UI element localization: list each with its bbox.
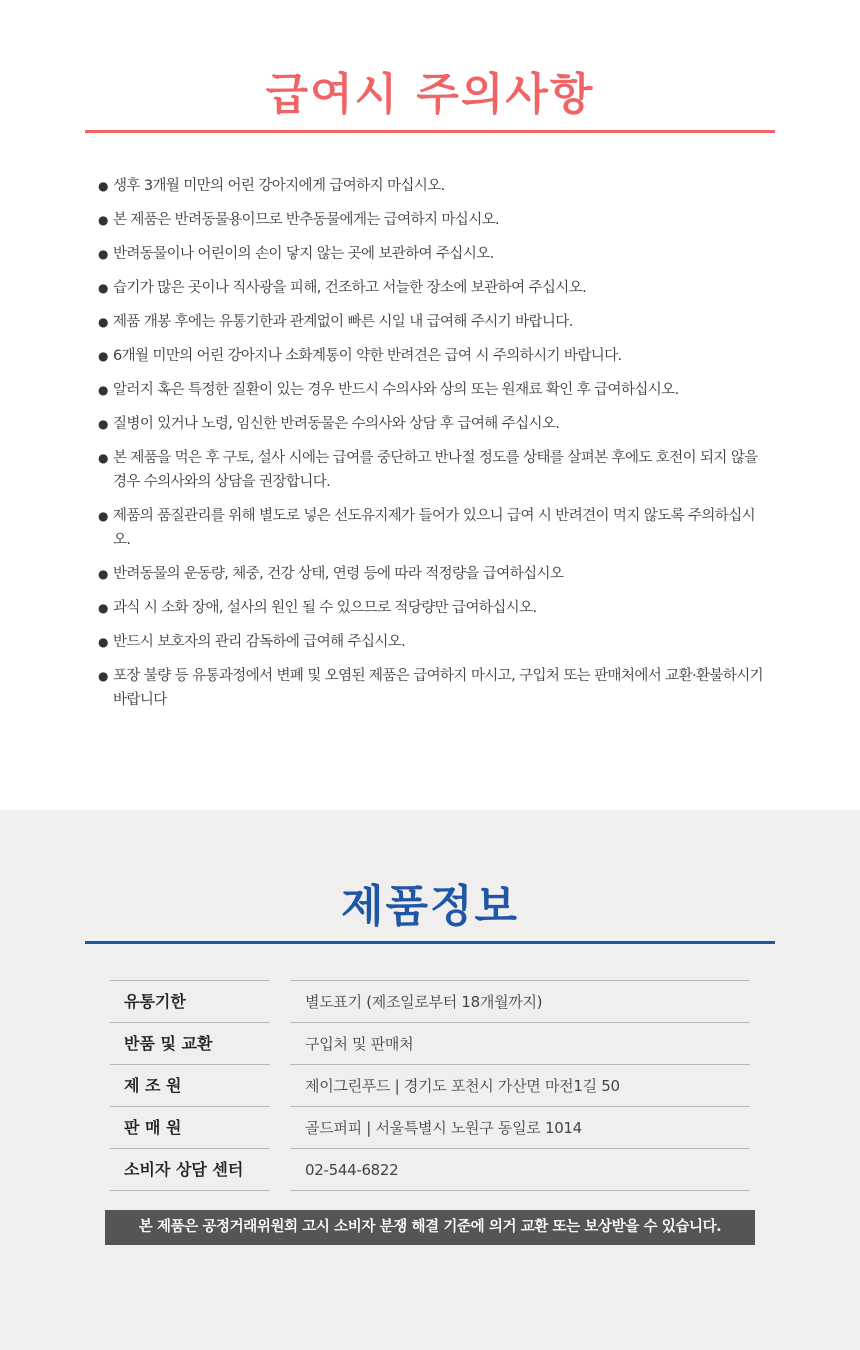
table-bottom-divider [110, 1190, 270, 1191]
bullet-icon: ● [98, 635, 108, 649]
caution-item-9 [98, 446, 768, 494]
caution-item-5 [98, 310, 768, 334]
info-value: 별도표기 (제조일로부터 18개월까지) [290, 980, 750, 1021]
bullet-icon: ● [98, 509, 108, 523]
product-info-divider [85, 941, 775, 944]
caution-item-13 [98, 630, 768, 654]
info-label: 소비자 상담 센터 [110, 1148, 270, 1189]
info-label: 유통기한 [110, 980, 270, 1021]
caution-list [98, 174, 768, 722]
caution-title: 급여시 주의사항 [265, 69, 595, 120]
bullet-icon: ● [98, 669, 108, 683]
caution-divider [85, 130, 775, 133]
caution-item-text: 생후 3개월 미만의 어린 강아지에게 급여하지 마십시오. [113, 178, 445, 194]
info-value: 02-544-6822 [290, 1148, 750, 1189]
bullet-icon: ● [98, 417, 108, 431]
caution-item-10 [98, 504, 768, 552]
caution-item-text: 반려동물이나 어린이의 손이 닿지 않는 곳에 보관하여 주십시오. [113, 246, 494, 262]
product-info-section [0, 810, 860, 1350]
info-row-seller [110, 1106, 750, 1147]
info-label: 제 조 원 [110, 1064, 270, 1105]
caution-item-text: 습기가 많은 곳이나 직사광을 피해, 건조하고 서늘한 장소에 보관하여 주십시오. [113, 280, 587, 296]
caution-item-6 [98, 344, 768, 368]
caution-item-12 [98, 596, 768, 620]
caution-item-3 [98, 242, 768, 266]
info-value: 골드퍼피 | 서울특별시 노원구 동일로 1014 [290, 1106, 750, 1147]
caution-item-1 [98, 174, 768, 198]
table-bottom-divider [290, 1190, 750, 1191]
caution-item-7 [98, 378, 768, 402]
caution-item-11 [98, 562, 768, 586]
caution-item-text: 질병이 있거나 노령, 임신한 반려동물은 수의사와 상담 후 급여해 주십시오. [113, 416, 560, 432]
caution-item-text: 본 제품은 반려동물용이므로 반추동물에게는 급여하지 마십시오. [113, 212, 500, 228]
caution-item-14 [98, 664, 768, 712]
bullet-icon: ● [98, 247, 108, 261]
info-row-customer-center [110, 1148, 750, 1189]
bullet-icon: ● [98, 451, 108, 465]
caution-item-2 [98, 208, 768, 232]
caution-item-text: 반려동물의 운동량, 체중, 건강 상태, 연령 등에 따라 적정량을 급여하십시오 [113, 566, 564, 582]
info-row-expiry [110, 980, 750, 1021]
bullet-icon: ● [98, 179, 108, 193]
product-info-table [110, 980, 750, 1190]
notice-banner: 본 제품은 공정거래위원회 고시 소비자 분쟁 해결 기준에 의거 교환 또는 보상받을 수 있습니다. [105, 1210, 755, 1245]
bullet-icon: ● [98, 567, 108, 581]
info-value: 제이그린푸드 | 경기도 포천시 가산면 마전1길 50 [290, 1064, 750, 1105]
caution-item-text: 과식 시 소화 장애, 설사의 원인 될 수 있으므로 적당량만 급여하십시오. [113, 600, 537, 616]
caution-item-text: 6개월 미만의 어린 강아지나 소화계통이 약한 반려견은 급여 시 주의하시기 바랍니다. [113, 348, 622, 364]
info-row-manufacturer [110, 1064, 750, 1105]
caution-item-text: 제품의 품질관리를 위해 별도로 넣은 선도유지제가 들어가 있으니 급여 시 반려견이 먹지 않도록 주의하십시오. [113, 508, 756, 548]
product-info-title: 제품정보 [340, 881, 519, 932]
info-value: 구입처 및 판매처 [290, 1022, 750, 1063]
bullet-icon: ● [98, 315, 108, 329]
caution-item-text: 제품 개봉 후에는 유통기한과 관계없이 빠른 시일 내 급여해 주시기 바랍니다. [113, 314, 573, 330]
bullet-icon: ● [98, 349, 108, 363]
caution-item-text: 알러지 혹은 특정한 질환이 있는 경우 반드시 수의사와 상의 또는 원재료 확인 후 급여하십시오. [113, 382, 679, 398]
caution-item-text: 포장 불량 등 유통과정에서 변폐 및 오염된 제품은 급여하지 마시고, 구입처 또는 판매처에서 교환·환불하시기 바랍니다 [113, 668, 764, 708]
info-row-return [110, 1022, 750, 1063]
caution-item-text: 반드시 보호자의 관리 감독하에 급여해 주십시오. [113, 634, 406, 650]
caution-item-4 [98, 276, 768, 300]
bullet-icon: ● [98, 601, 108, 615]
caution-item-8 [98, 412, 768, 436]
bullet-icon: ● [98, 281, 108, 295]
info-label: 판 매 원 [110, 1106, 270, 1147]
caution-item-text: 본 제품을 먹은 후 구토, 설사 시에는 급여를 중단하고 반나절 정도를 상태를 살펴본 후에도 호전이 되지 않을 경우 수의사와의 상담을 권장합니다. [113, 450, 758, 490]
info-label: 반품 및 교환 [110, 1022, 270, 1063]
bullet-icon: ● [98, 383, 108, 397]
bullet-icon: ● [98, 213, 108, 227]
